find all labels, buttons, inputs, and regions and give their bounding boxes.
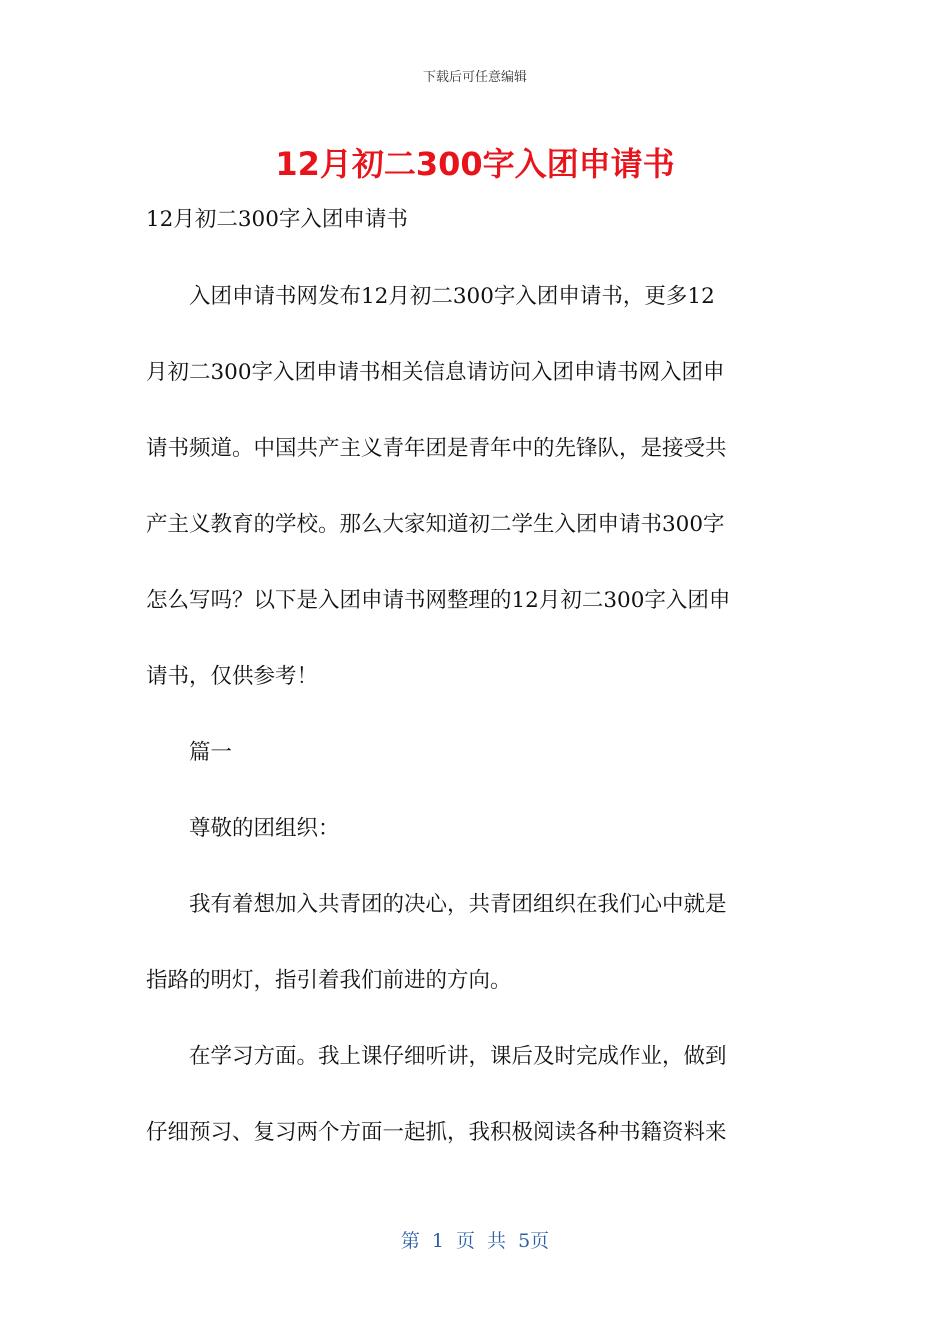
document-body — [146, 201, 804, 1190]
body-line: 入团申请书网发布12月初二300字入团申请书，更多12 — [146, 284, 715, 309]
body-line: 月初二300字入团申请书相关信息请访问入团申请书网入团申 — [146, 360, 725, 385]
body-line: 怎么写吗？以下是入团申请书网整理的12月初二300字入团申 — [146, 588, 731, 613]
page-header-note: 下载后可任意编辑 — [422, 70, 527, 85]
body-line: 我有着想加入共青团的决心，共青团组织在我们心中就是 — [146, 892, 727, 917]
document-title: 12月初二300字入团申请书 — [275, 145, 675, 183]
body-line: 12月初二300字入团申请书 — [146, 207, 408, 232]
body-line: 产主义教育的学校。那么大家知道初二学生入团申请书300字 — [146, 512, 725, 537]
body-line: 在学习方面。我上课仔细听讲，课后及时完成作业，做到 — [146, 1044, 727, 1069]
body-line: 指路的明灯，指引着我们前进的方向。 — [146, 968, 512, 993]
page-number-indicator: 第 1 页 共 5页 — [400, 1230, 550, 1252]
body-line: 请书频道。中国共产主义青年团是青年中的先锋队，是接受共 — [146, 436, 727, 461]
body-line: 请书，仅供参考！ — [146, 664, 319, 689]
body-line: 仔细预习、复习两个方面一起抓，我积极阅读各种书籍资料来 — [146, 1120, 727, 1145]
body-line: 篇一 — [146, 740, 233, 765]
body-line: 尊敬的团组织： — [146, 816, 340, 841]
